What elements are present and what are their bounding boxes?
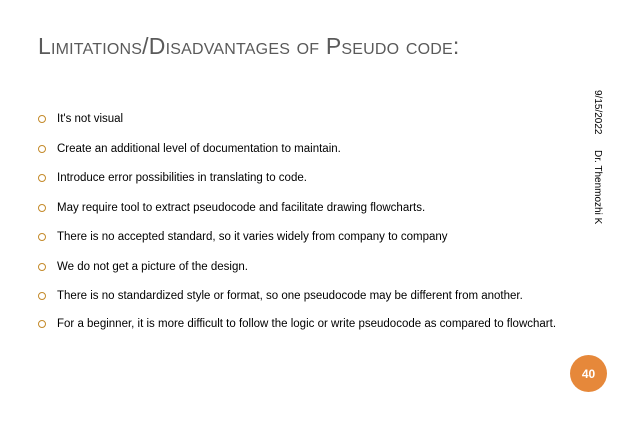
list-item xyxy=(38,113,558,126)
bullet-list xyxy=(38,113,558,330)
list-item xyxy=(38,172,558,185)
page-number: 40 xyxy=(581,366,596,381)
bullet-text: For a beginner, it is more difficult to follow the logic or write pseudocode as compared to flowchart. xyxy=(57,317,557,330)
bullet-text: It's not visual xyxy=(57,113,124,125)
ring-bullet-icon xyxy=(38,204,46,212)
slide-author: Dr. Thenmozhi K xyxy=(592,150,603,225)
ring-bullet-icon xyxy=(38,174,46,182)
list-item xyxy=(38,143,558,156)
bullet-text: We do not get a picture of the design. xyxy=(57,260,248,273)
slide-title: Limitations/Disadvantages of Pseudo code: xyxy=(38,33,460,59)
bullet-text: There is no accepted standard, so it varies widely from company to company xyxy=(57,231,448,243)
ring-bullet-icon xyxy=(38,115,46,123)
ring-bullet-icon xyxy=(38,145,46,153)
bullet-text: Introduce error possibilities in translating to code. xyxy=(57,172,307,184)
ring-bullet-icon xyxy=(38,320,46,328)
slide-date: 9/15/2022 xyxy=(592,90,603,135)
ring-bullet-icon xyxy=(38,263,46,271)
list-item xyxy=(38,290,558,303)
list-item xyxy=(38,231,558,244)
ring-bullet-icon xyxy=(38,233,46,241)
list-item xyxy=(38,202,558,215)
bullet-text: Create an additional level of documentation to maintain. xyxy=(57,142,341,155)
list-item xyxy=(38,261,558,274)
list-item xyxy=(38,318,558,331)
ring-bullet-icon xyxy=(38,292,46,300)
bullet-text: May require tool to extract pseudocode and facilitate drawing flowcharts. xyxy=(57,201,426,214)
page-number-badge xyxy=(570,355,607,392)
bullet-text: There is no standardized style or format, so one pseudocode may be different from another. xyxy=(57,290,523,302)
